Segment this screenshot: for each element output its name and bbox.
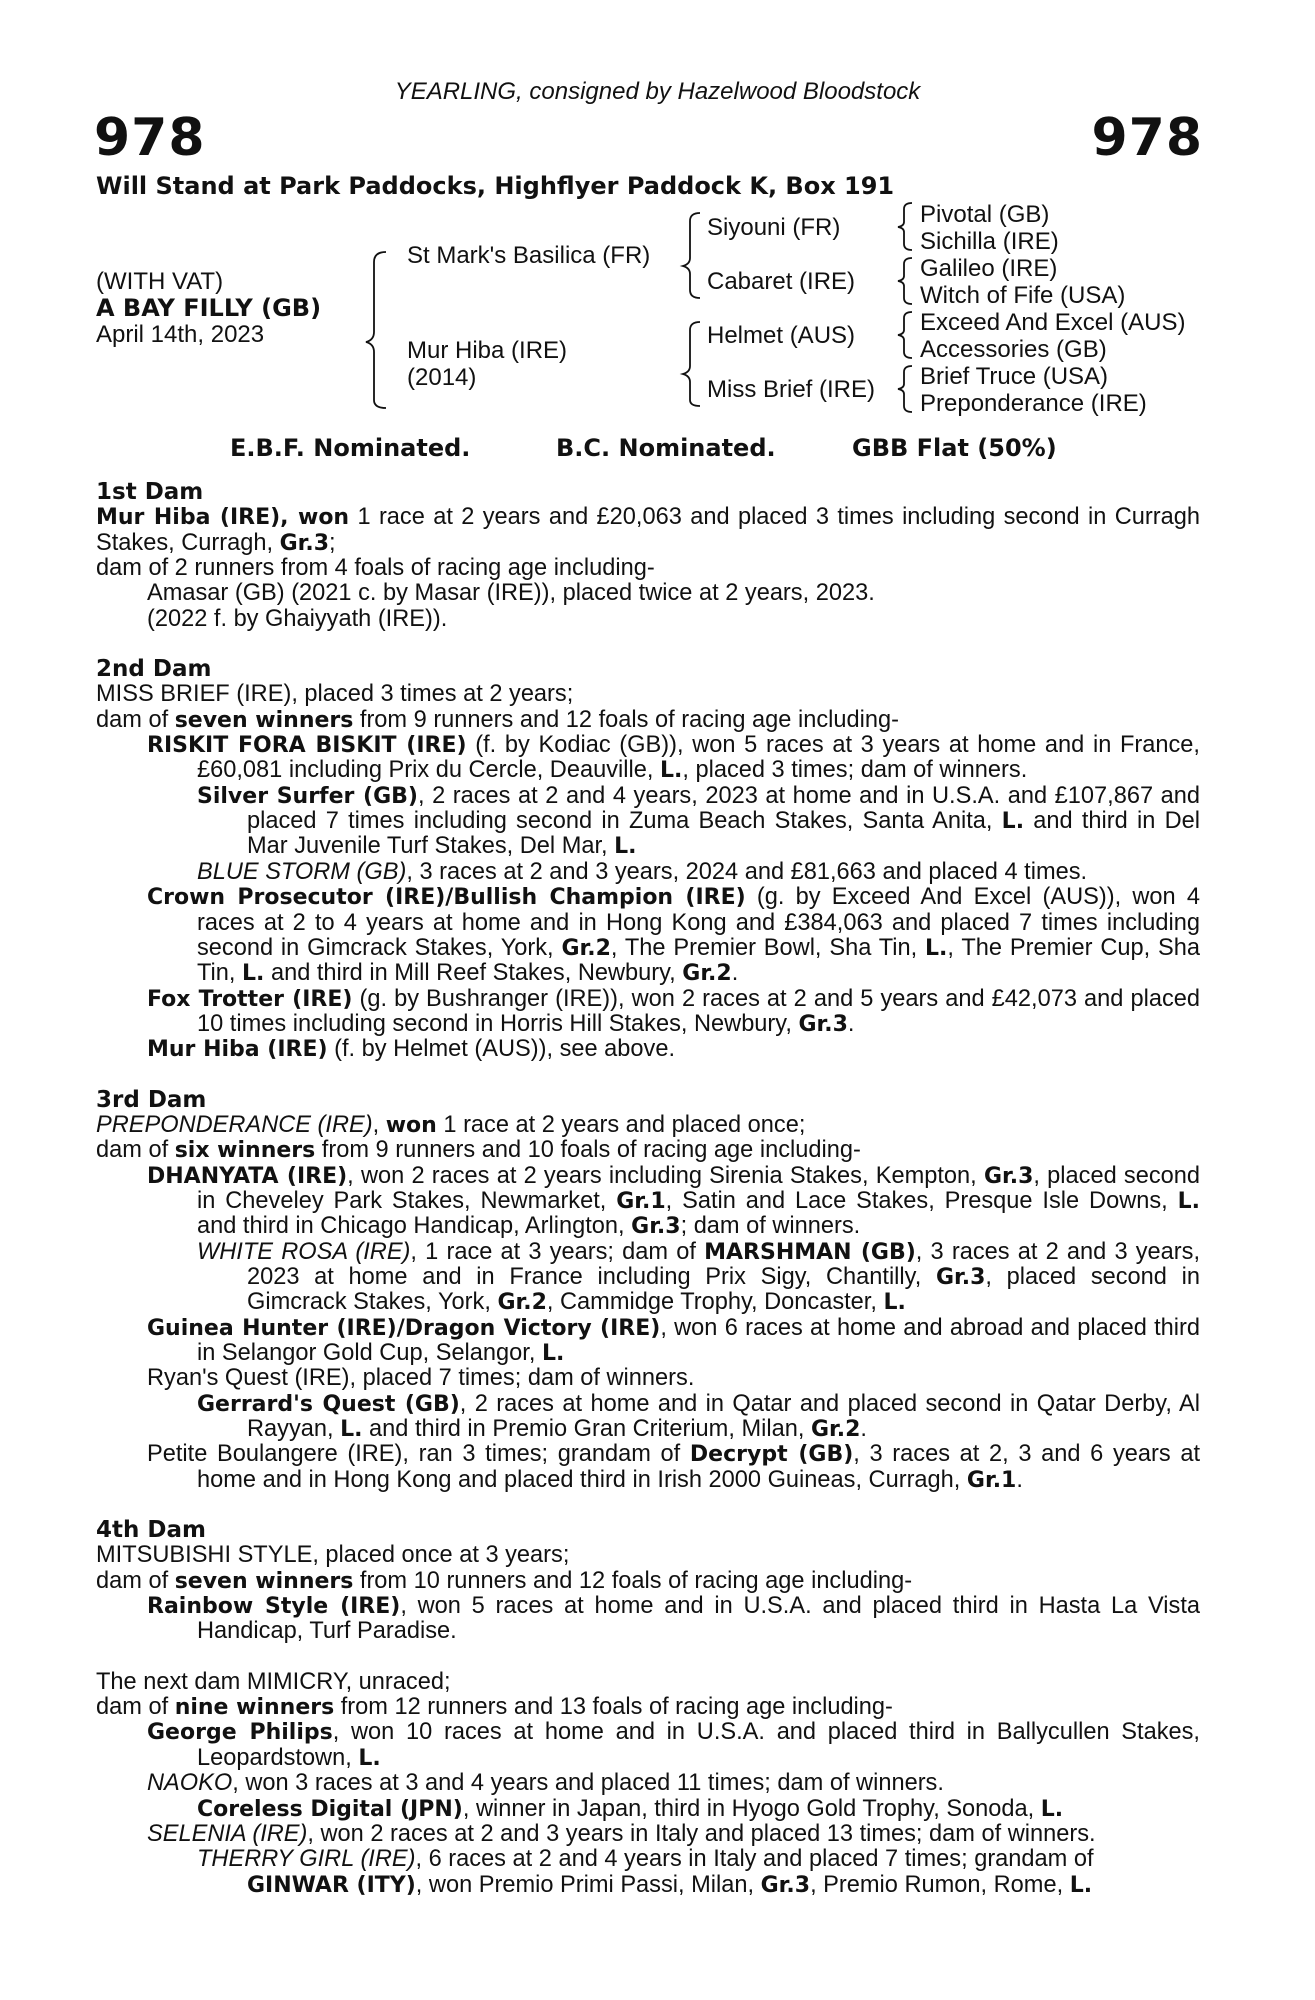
grade-label: Gr.3: [935, 1264, 986, 1290]
lot-number-left: 978: [94, 108, 206, 168]
grade-label: L.: [1177, 1188, 1200, 1214]
grade-label: Gr.3: [983, 1163, 1034, 1189]
horse-name: Mur Hiba (IRE), won: [96, 505, 350, 531]
record-text: , won 5 races at home and in U.S.A. and placed third in Hasta La Vista Handicap, Turf Paradise.: [197, 1593, 1200, 1645]
next-dam-record: The next dam MIMICRY, unraced;: [96, 1668, 451, 1695]
record-text: from 10 runners and 12 foals of racing age including-: [353, 1567, 913, 1594]
grade-label: Gr.2: [497, 1290, 547, 1316]
record-text: , 2 races at 2 and 4 years, 2023 at home and in U.S.A. and £107,867 and placed 7 times including second in Zuma Beach Stakes, Santa Anita,: [247, 782, 1200, 835]
first-dam-produce-1: Amasar (GB) (2021 c. by Masar (IRE)), placed twice at 2 years, 2023.: [147, 580, 875, 607]
consignment-subtitle: YEARLING, consigned by Hazelwood Bloodstock: [394, 78, 921, 105]
second-dam-produce-summary: [96, 708, 1200, 733]
record-text: 1 race at 2 years and £20,063 and placed 3 times including second in Curragh Stakes, Curragh,: [96, 504, 1200, 556]
record-text: , won 2 races at 2 years including Sirenia Stakes, Kempton,: [347, 1162, 984, 1189]
record-text: , won Premio Primi Passi, Milan,: [415, 1871, 761, 1898]
horse-name: Rainbow Style (IRE): [147, 1594, 401, 1620]
first-dam-heading: 1st Dam: [96, 479, 204, 505]
second-dam-record: MISS BRIEF (IRE), placed 3 times at 2 years;: [96, 681, 574, 708]
record-text: ,: [372, 1111, 386, 1138]
grade-label: L.: [614, 834, 637, 860]
horse-name: Decrypt (GB): [689, 1442, 854, 1468]
produce-george-philips: [96, 1720, 1200, 1771]
record-text: , winner in Japan, third in Hyogo Gold Trophy, Sonoda,: [462, 1795, 1041, 1822]
pedigree-gen3-8: Preponderance (IRE): [920, 390, 1147, 417]
fourth-dam-record: MITSUBISHI STYLE, placed once at 3 years;: [96, 1542, 570, 1569]
record-text: dam of: [96, 1137, 175, 1164]
produce-petite-boulangere: [96, 1442, 1200, 1493]
record-text: ;: [329, 529, 336, 556]
record-text: , 3 races at 2 and 3 years, 2023 at home and in France including Prix Sigy, Chantilly,: [247, 1238, 1201, 1290]
produce-gerrards-quest: [96, 1392, 1200, 1443]
first-dam-produce-summary: dam of 2 runners from 4 foals of racing age including-: [96, 555, 655, 582]
grade-label: L.: [659, 758, 683, 784]
grade-label: Gr.2: [561, 935, 611, 961]
horse-name: SELENIA (IRE): [147, 1820, 308, 1847]
record-text: , won 10 races at home and in U.S.A. and placed third in Ballycullen Stakes, Leopardstown,: [197, 1719, 1200, 1771]
grade-label: L.: [1069, 1872, 1093, 1898]
record-text: (g. by Bushranger (IRE)), won 2 races at 2 and 5 years and £42,073 and placed 10 times including second in Horris Hill Stakes, Newbury,: [197, 985, 1200, 1037]
produce-naoko: [96, 1771, 1200, 1796]
record-text: (f. by Helmet (AUS)), see above.: [327, 1036, 676, 1063]
grade-label: Gr.1: [966, 1467, 1017, 1493]
fourth-dam-produce-summary: [96, 1569, 1200, 1594]
horse-name: WHITE ROSA (IRE): [197, 1238, 411, 1265]
third-dam-heading: 3rd Dam: [96, 1086, 207, 1113]
fourth-dam-heading: 4th Dam: [96, 1517, 206, 1544]
record-text: ; dam of winners.: [680, 1213, 861, 1240]
horse-name: Guinea Hunter (IRE)/Dragon Victory (IRE): [147, 1315, 661, 1341]
record-text: dam of: [96, 1694, 175, 1721]
record-text: dam of: [96, 1567, 175, 1594]
pedigree-sire-dam: Cabaret (IRE): [707, 268, 856, 295]
record-text: 1 race at 2 years and placed once;: [436, 1111, 806, 1138]
record-text: and third in Premio Gran Criterium, Milan,: [362, 1416, 811, 1443]
record-text: , 3 races at 2 and 3 years, 2024 and £81,663 and placed 4 times.: [406, 858, 1088, 885]
record-text: and third in Del Mar Juvenile Turf Stakes, Del Mar,: [247, 808, 1200, 860]
horse-name: GINWAR (ITY): [247, 1872, 416, 1898]
record-text: (g. by Exceed And Excel (AUS)), won 4 races at 2 to 4 years at home and in Hong Kong and £384,063 and placed 7 times including second in Gimcrack Stakes, York,: [197, 884, 1200, 961]
gbb-flat: GBB Flat (50%): [852, 434, 1057, 462]
pedigree-dam-dam: Miss Brief (IRE): [707, 376, 875, 403]
pedigree-gen3-3: Galileo (IRE): [920, 255, 1058, 282]
won-label: won: [385, 1112, 437, 1138]
first-dam-record: [96, 505, 1200, 556]
pedigree-brackets: [0, 0, 1315, 440]
pedigree-gen3-4: Witch of Fife (USA): [920, 282, 1126, 309]
produce-white-rosa: [96, 1240, 1200, 1316]
grade-label: L.: [242, 961, 265, 987]
third-dam-produce-summary: [96, 1138, 1200, 1163]
produce-riskit-fora-biskit: [96, 733, 1200, 784]
grade-label: Gr.1: [616, 1188, 666, 1214]
pedigree-sire-sire: Siyouni (FR): [707, 214, 841, 241]
pedigree-dam: Mur Hiba (IRE): [407, 337, 568, 364]
pedigree-gen3-2: Sichilla (IRE): [920, 228, 1059, 255]
winners-count: six winners: [174, 1138, 316, 1164]
foaling-date: April 14th, 2023: [96, 321, 265, 348]
horse-name: Coreless Digital (JPN): [197, 1796, 463, 1822]
grade-label: L.: [1001, 809, 1025, 835]
produce-dhanyata: [96, 1164, 1200, 1240]
record-text: from 9 runners and 10 foals of racing age including-: [315, 1137, 861, 1164]
record-text: .: [1016, 1466, 1023, 1493]
winners-count: seven winners: [174, 1568, 354, 1594]
record-text: , placed second in Cheveley Park Stakes, Newmarket,: [197, 1162, 1200, 1214]
record-text: , Premio Rumon, Rome,: [810, 1871, 1070, 1898]
record-text: .: [860, 1416, 867, 1443]
horse-name: PREPONDERANCE (IRE): [96, 1111, 373, 1138]
record-text: , won 6 races at home and abroad and placed third in Selangor Gold Cup, Selangor,: [197, 1314, 1200, 1366]
record-text: and third in Mill Reef Stakes, Newbury,: [264, 960, 683, 987]
grade-label: Gr.3: [631, 1214, 681, 1240]
horse-name: Fox Trotter (IRE): [147, 986, 353, 1012]
first-dam-produce-2: (2022 f. by Ghaiyyath (IRE)).: [147, 605, 448, 632]
pedigree-gen3-5: Exceed And Excel (AUS): [920, 309, 1186, 336]
horse-name: MARSHMAN (GB): [704, 1239, 916, 1265]
produce-coreless-digital: [96, 1797, 1200, 1822]
horse-name: Gerrard's Quest (GB): [197, 1391, 460, 1417]
bc-nomination: B.C. Nominated.: [556, 434, 776, 462]
horse-name: THERRY GIRL (IRE): [197, 1846, 416, 1873]
ebf-nomination: E.B.F. Nominated.: [230, 434, 471, 462]
record-text: , 2 races at home and in Qatar and placed second in Qatar Derby, Al Rayyan,: [247, 1390, 1200, 1443]
record-text: and third in Chicago Handicap, Arlington,: [197, 1213, 632, 1240]
produce-ginwar: [96, 1873, 1200, 1898]
produce-guinea-hunter: [96, 1316, 1200, 1367]
record-text: , 6 races at 2 and 4 years in Italy and placed 7 times; grandam of: [415, 1846, 1094, 1873]
third-dam-record: [96, 1113, 1200, 1138]
grade-label: Gr.2: [682, 961, 732, 987]
record-text: (f. by Kodiac (GB)), won 5 races at 3 years at home and in France, £60,081 including Prix du Cercle, Deauville,: [197, 732, 1200, 784]
grade-label: L.: [1040, 1796, 1064, 1822]
horse-name: DHANYATA (IRE): [147, 1163, 348, 1189]
horse-name: A BAY FILLY (GB): [96, 294, 322, 322]
horse-name: RISKIT FORA BISKIT (IRE): [147, 733, 467, 759]
record-text: dam of: [96, 706, 175, 733]
produce-ryans-quest: Ryan's Quest (IRE), placed 7 times; dam of winners.: [147, 1365, 695, 1392]
produce-selenia: [96, 1822, 1200, 1847]
record-text: , placed second in Gimcrack Stakes, York,: [247, 1263, 1200, 1316]
record-text: , won 2 races at 2 and 3 years in Italy and placed 13 times; dam of winners.: [307, 1820, 1096, 1847]
pedigree-gen3-7: Brief Truce (USA): [920, 363, 1109, 390]
record-text: , won 3 races at 3 and 4 years and placed 11 times; dam of winners.: [232, 1770, 944, 1797]
record-text: from 9 runners and 12 foals of racing age including-: [353, 706, 899, 733]
record-text: .: [731, 960, 739, 987]
grade-label: L.: [340, 1417, 363, 1443]
grade-label: Gr.3: [279, 530, 330, 556]
record-text: , The Premier Cup, Sha Tin,: [197, 934, 1200, 987]
grade-label: L.: [358, 1745, 381, 1771]
record-text: .: [847, 1010, 855, 1037]
horse-name: NAOKO: [147, 1770, 233, 1797]
record-text: , 3 races at 2, 3 and 6 years at home and in Hong Kong and placed third in Irish 2000 Guineas, Curragh,: [197, 1441, 1200, 1493]
produce-silver-surfer: [96, 784, 1200, 860]
pedigree-dam-sire: Helmet (AUS): [707, 322, 856, 349]
grade-label: Gr.3: [760, 1872, 811, 1898]
grade-label: Gr.2: [810, 1417, 861, 1443]
pedigree-dam-year: (2014): [407, 364, 477, 391]
horse-name: BLUE STORM (GB): [197, 858, 407, 885]
winners-count: nine winners: [174, 1695, 335, 1721]
lot-number-right: 978: [1091, 108, 1203, 168]
record-text: , placed 3 times; dam of winners.: [682, 757, 1028, 784]
record-text: , The Premier Bowl, Sha Tin,: [610, 934, 926, 961]
winners-count: seven winners: [174, 707, 354, 733]
next-dam-produce-summary: [96, 1695, 1200, 1720]
second-dam-heading: 2nd Dam: [96, 656, 212, 683]
record-text: , Cammidge Trophy, Doncaster,: [546, 1289, 884, 1316]
pedigree-gen3-6: Accessories (GB): [920, 336, 1107, 363]
produce-therry-girl: [96, 1847, 1200, 1872]
grade-label: L.: [883, 1290, 906, 1316]
horse-name: Crown Prosecutor (IRE)/Bullish Champion (IRE): [147, 885, 746, 911]
stabling-location: Will Stand at Park Paddocks, Highflyer Paddock K, Box 191: [96, 172, 895, 200]
catalogue-body: [96, 480, 1200, 1898]
horse-name: Mur Hiba (IRE): [147, 1037, 328, 1063]
produce-fox-trotter: [96, 987, 1200, 1038]
grade-label: L.: [541, 1341, 565, 1366]
pedigree-gen3-1: Pivotal (GB): [920, 201, 1050, 228]
produce-mur-hiba: [96, 1037, 1200, 1062]
horse-name: George Philips: [147, 1720, 333, 1746]
record-text: from 12 runners and 13 foals of racing age including-: [334, 1694, 893, 1721]
record-text: , 1 race at 3 years; dam of: [410, 1238, 705, 1265]
produce-crown-prosecutor: [96, 885, 1200, 986]
record-text: Petite Boulangere (IRE), ran 3 times; grandam of: [147, 1441, 690, 1468]
record-text: , Satin and Lace Stakes, Presque Isle Downs,: [665, 1187, 1178, 1214]
vat-note: (WITH VAT): [96, 268, 224, 295]
grade-label: L.: [925, 935, 948, 961]
grade-label: Gr.3: [798, 1011, 848, 1037]
pedigree-sire: St Mark's Basilica (FR): [407, 242, 651, 269]
produce-blue-storm: [96, 860, 1200, 885]
produce-rainbow-style: [96, 1594, 1200, 1645]
horse-name: Silver Surfer (GB): [197, 783, 418, 809]
